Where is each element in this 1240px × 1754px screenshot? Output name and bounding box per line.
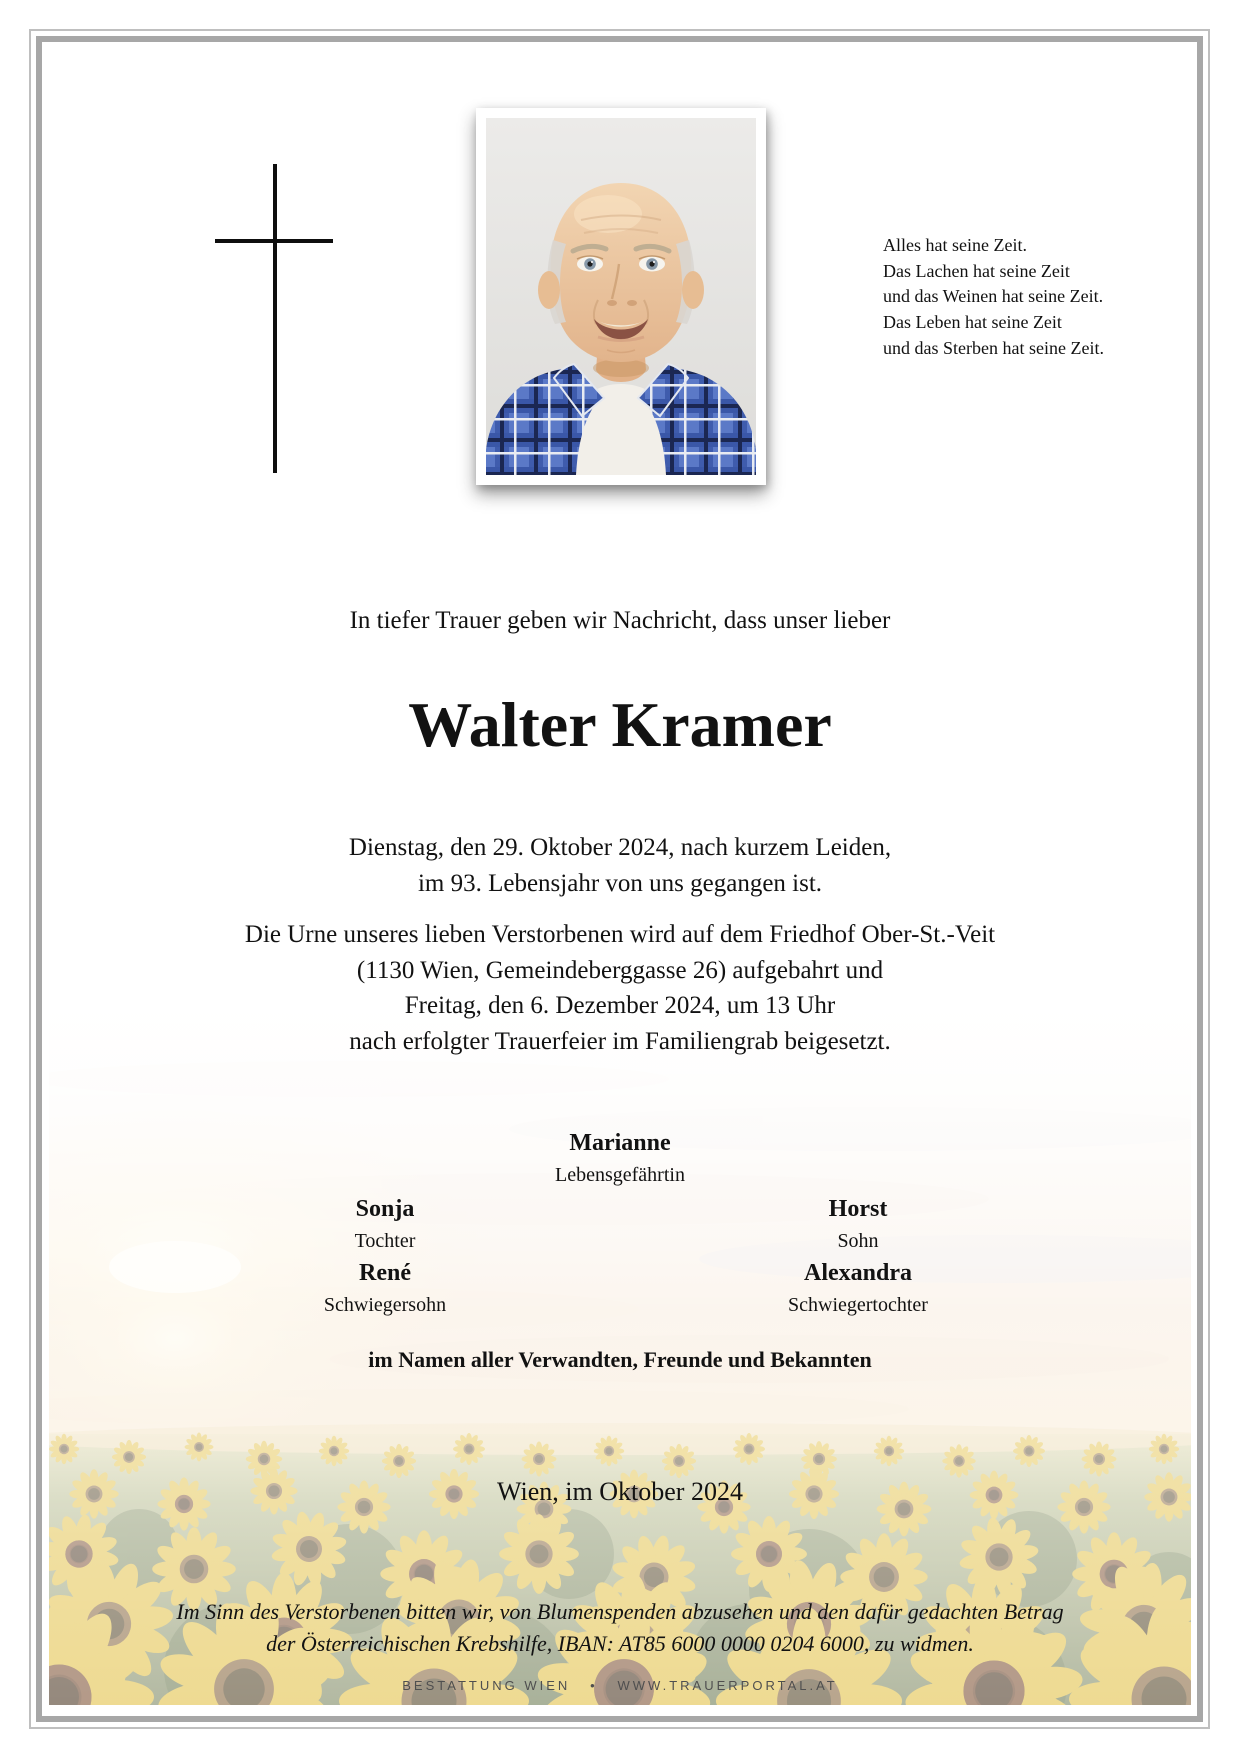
mourner-relation: Sohn (837, 1230, 879, 1252)
place-and-date: Wien, im Oktober 2024 (497, 1477, 743, 1506)
death-line: Dienstag, den 29. Oktober 2024, nach kurzem Leiden, (348, 834, 892, 861)
cross-vertical-bar (273, 164, 277, 473)
donation-note (49, 1596, 1191, 1659)
mourner-name: René (359, 1260, 411, 1286)
funeral-line: Die Urne unseres lieben Verstorbenen wird auf dem Friedhof Ober-St.-Veit (244, 921, 996, 948)
mourner-relation: Tochter (354, 1230, 416, 1252)
mourner-name: Marianne (569, 1130, 671, 1156)
mourner-name: Horst (828, 1196, 888, 1222)
portrait-photo (476, 108, 766, 485)
primary-mourner (49, 1126, 1191, 1190)
funeral-details (49, 917, 1191, 1059)
mourners-closing: im Namen aller Verwandten, Freunde und Bekannten (368, 1347, 872, 1372)
mourner-relation: Schwiegersohn (323, 1294, 447, 1316)
cross-horizontal-bar (215, 239, 333, 243)
funeral-line: Freitag, den 6. Dezember 2024, um 13 Uhr (404, 992, 836, 1020)
publisher-footer: BESTATTUNG WIEN • WWW.TRAUERPORTAL.AT (402, 1678, 838, 1693)
funeral-line: (1130 Wien, Gemeindeberggasse 26) aufgebahrt und (356, 956, 884, 984)
donation-line: Im Sinn des Verstorbenen bitten wir, von Blumenspenden abzusehen und den dafür gedachten Betrag (176, 1599, 1064, 1624)
poem-line: Das Leben hat seine Zeit (883, 312, 1062, 333)
poem-line: und das Weinen hat seine Zeit. (883, 286, 1104, 307)
poem-line: und das Sterben hat seine Zeit. (883, 337, 1104, 358)
death-details (49, 830, 1191, 901)
mourner-relation: Lebensgefährtin (555, 1164, 685, 1186)
poem-line: Das Lachen hat seine Zeit (883, 260, 1070, 281)
death-line: im 93. Lebensjahr von uns gegangen ist. (417, 869, 823, 897)
announcement-intro: In tiefer Trauer geben wir Nachricht, dass unser lieber (349, 607, 891, 634)
deceased-name: Walter Kramer (408, 689, 832, 760)
mourner-name: Sonja (355, 1196, 415, 1222)
portrait-illustration (486, 118, 756, 475)
donation-line: der Österreichischen Krebshilfe, IBAN: AT85 6000 0000 0204 6000, zu widmen. (266, 1630, 974, 1656)
mourners-left-column (235, 1192, 535, 1320)
mourner-name: Alexandra (804, 1260, 912, 1286)
mourners-right-column (708, 1192, 1008, 1320)
poem-line: Alles hat seine Zeit. (883, 235, 1027, 255)
mourner-relation: Schwiegertochter (788, 1294, 928, 1316)
memorial-poem (883, 233, 1104, 362)
funeral-line: nach erfolgter Trauerfeier im Familiengrab beigesetzt. (349, 1027, 891, 1055)
